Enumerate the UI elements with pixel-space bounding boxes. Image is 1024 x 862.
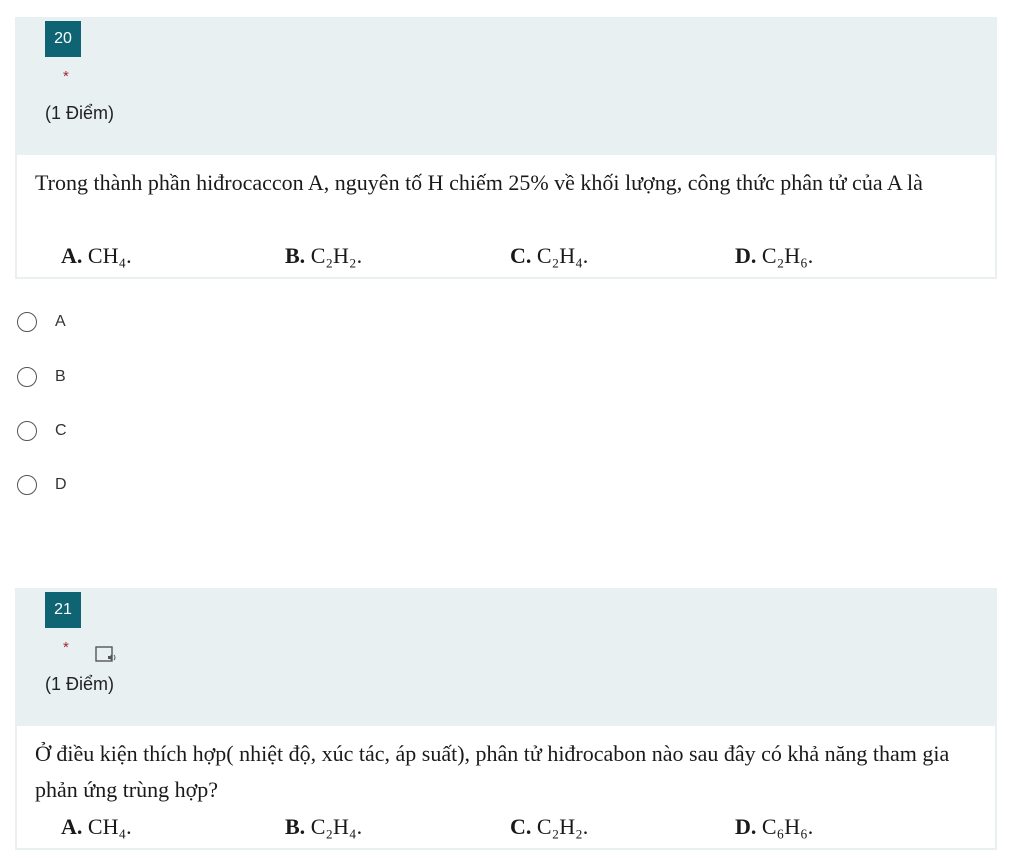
answer-choice-c: C. C₂H₂. — [510, 814, 589, 839]
question-number-badge: 20 — [45, 21, 81, 57]
answer-choice-d: D. C₂H₆. — [735, 243, 814, 268]
question-points: (1 Điểm) — [45, 674, 115, 694]
option-a[interactable] — [17, 310, 66, 334]
option-label: B — [55, 368, 66, 385]
radio-button[interactable] — [17, 312, 37, 332]
question-image — [17, 155, 995, 277]
option-d[interactable] — [17, 473, 67, 497]
radio-button[interactable] — [17, 421, 37, 441]
question-image — [17, 726, 995, 848]
answer-choice-b: B. C₂H₄. — [285, 814, 363, 839]
option-label: D — [55, 476, 67, 493]
option-c[interactable] — [17, 419, 67, 443]
required-asterisk: * — [63, 68, 69, 85]
answer-choice-d: D. C₆H₆. — [735, 814, 814, 839]
answer-choice-b: B. C₂H₂. — [285, 243, 363, 268]
answer-choice-a: A. CH₄. — [61, 243, 132, 268]
question-points: (1 Điểm) — [45, 103, 115, 123]
question-text: Ở điều kiện thích hợp( nhiệt độ, xúc tác, áp suất), phân tử hiđrocabon nào sau đây có khả năng tham gia phản ứng trùng hợp? — [35, 741, 950, 802]
radio-button[interactable] — [17, 367, 37, 387]
answer-choice-c: C. C₂H₄. — [510, 243, 589, 268]
question-text: Trong thành phần hiđrocaccon A, nguyên tố H chiếm 25% về khối lượng, công thức phân tử của A là — [35, 170, 923, 195]
question-21-card — [15, 588, 997, 850]
option-b[interactable] — [17, 365, 66, 389]
question-number-badge: 21 — [45, 592, 81, 628]
radio-button[interactable] — [17, 475, 37, 495]
required-asterisk: * — [63, 639, 69, 656]
immersive-reader-icon[interactable] — [93, 644, 119, 666]
option-label: A — [55, 313, 66, 330]
question-20-card — [15, 17, 997, 279]
answer-choice-a: A. CH₄. — [61, 814, 132, 839]
option-label: C — [55, 422, 67, 439]
